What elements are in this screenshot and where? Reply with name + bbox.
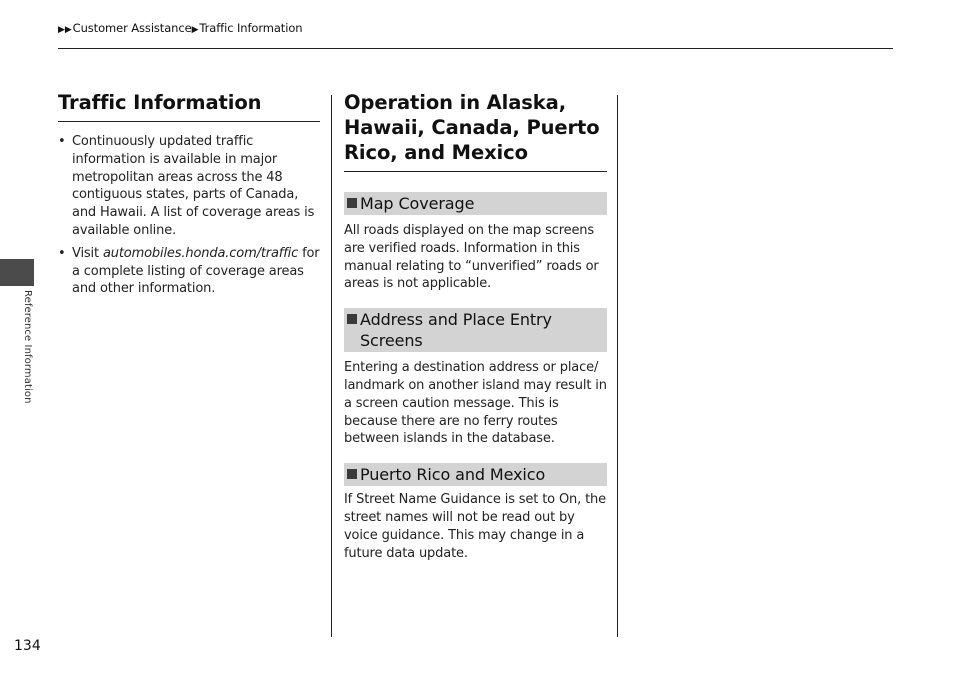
section-title: Operation in Alaska, Hawaii, Canada, Puerto Rico, and Mexico (344, 90, 607, 172)
subsection-heading-map-coverage: Map Coverage (344, 192, 607, 215)
subsection-heading-address-entry: Address and Place Entry Screens (344, 308, 607, 352)
left-column (58, 90, 320, 303)
setting-value-on: On (558, 492, 578, 508)
subsection-heading-puerto-rico: Puerto Rico and Mexico (344, 463, 607, 486)
website-link[interactable]: automobiles.honda.com/traffic (102, 245, 299, 261)
right-column (344, 90, 607, 562)
breadcrumb-arrow-icon: ▶ (191, 25, 199, 35)
breadcrumb-arrow-icon: ▶ (64, 25, 72, 35)
column-divider (617, 95, 618, 637)
list-item (58, 133, 320, 240)
page-title: Traffic Information (58, 90, 320, 122)
breadcrumb-item[interactable]: Customer Assistance (72, 21, 192, 35)
list-item (58, 245, 320, 298)
setting-name-street-name-guidance: Street Name Guidance (356, 492, 501, 508)
list-item-prefix: Visit (72, 245, 103, 261)
column-divider (331, 95, 332, 637)
section-tab-marker (0, 259, 34, 286)
breadcrumb (58, 21, 302, 35)
subsection-body-address-entry: Entering a destination address or place/ landmark on another island may result in a screen caution message. This is because there are no ferry routes between islands in the database. (344, 360, 607, 447)
breadcrumb-item[interactable]: Traffic Information (199, 21, 303, 35)
subsection-body-puerto-rico (344, 491, 607, 562)
header-divider (58, 48, 893, 49)
section-tab-label: Reference Information (22, 290, 33, 404)
body-text: , the street names will not be read out by voice guidance. This may change in a future data update. (344, 492, 606, 561)
subsection-body-map-coverage: All roads displayed on the map screens are verified roads. Information in this manual relating to “unverified” roads or areas is not applicable. (344, 223, 599, 292)
list-item-text: Continuously updated traffic information is available in major metropolitan areas across the 48 contiguous states, parts of Canada, and Hawaii. A list of coverage areas is available online. (72, 134, 315, 238)
list-item-suffix: for a complete listing of coverage areas and other information. (72, 245, 320, 297)
breadcrumb-arrow-icon: ▶ (58, 25, 65, 35)
page-number: 134 (14, 638, 41, 654)
body-text: If (344, 492, 357, 508)
body-text: is set to (500, 492, 559, 508)
bullet-list (58, 133, 320, 298)
